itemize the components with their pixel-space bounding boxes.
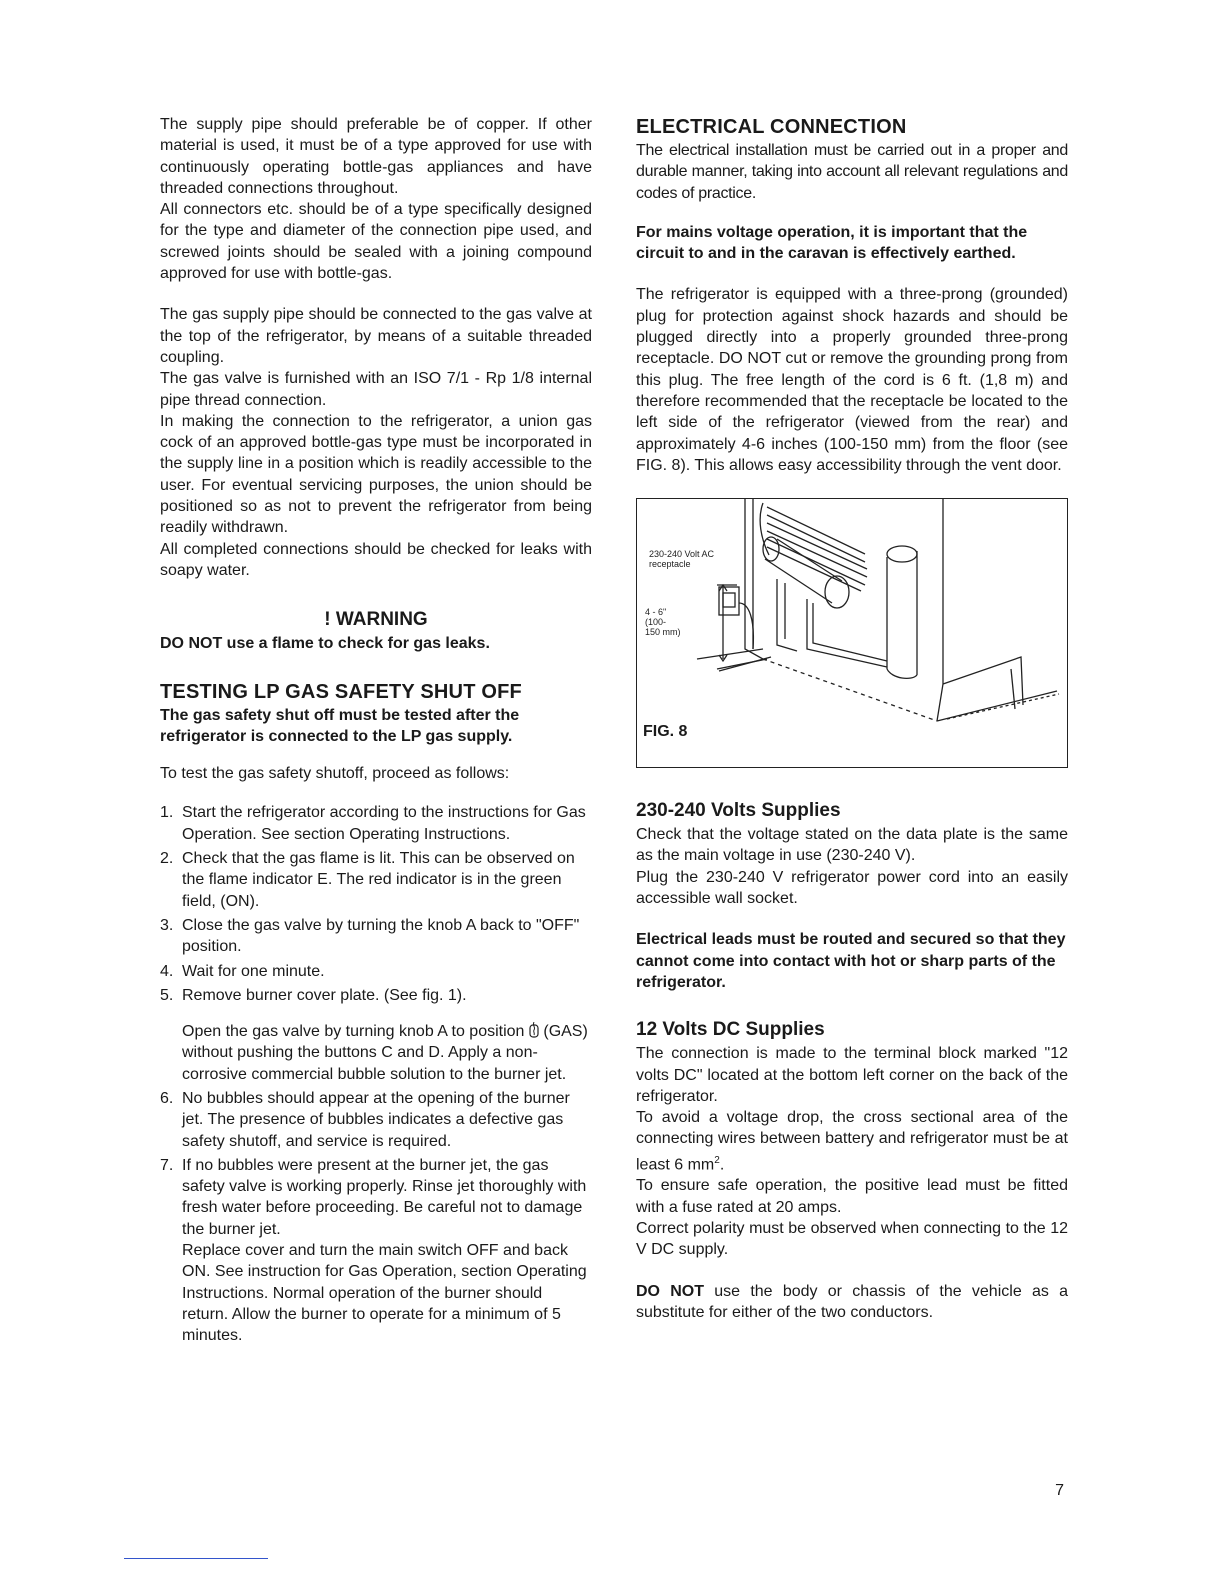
electrical-intro: The electrical installation must be carried out in a proper and durable manner, taking into account all relevant regulations and codes of practice. (636, 142, 1068, 202)
figure-caption: FIG. 8 (643, 723, 688, 741)
v12-title: 12 Volts DC Supplies (636, 1019, 825, 1041)
connection-paragraph-3: In making the connection to the refrigerator, a union gas cock of an approved bottle-gas type must be incorporated in the supply line in a position which is readily accessible to the user. For eventual servicing purposes, the union should be positioned so as not to prevent the refrigerator from being readily withdrawn. (160, 412, 592, 537)
list-item: 4. Wait for one minute. (160, 962, 325, 980)
height-label: 4 - 6" (100- 150 mm) (645, 607, 681, 638)
connection-paragraph-2: The gas valve is furnished with an ISO 7/1 - Rp 1/8 internal pipe thread connection. (160, 370, 592, 409)
v12-warning-paragraph: DO NOT use the body or chassis of the vehicle as a substitute for either of the two conductors. (636, 1282, 1069, 1321)
testing-bold-text: The gas safety shut off must be tested after the refrigerator is connected to the LP gas supply. (160, 706, 520, 745)
list-item: 5. Remove burner cover plate. (See fig. 1). (160, 986, 467, 1004)
v230-paragraph-2: Plug the 230-240 V refrigerator power cord into an easily accessible wall socket. (636, 868, 1068, 908)
receptacle-label: 230-240 Volt AC receptacle (649, 549, 715, 570)
gas-position-icon (529, 1022, 539, 1038)
warning-title: ! WARNING (324, 609, 428, 631)
step7-continuation: Replace cover and turn the main switch OFF and back ON. See instruction for Gas Operation, section Operating Instructions. Normal operation of the burner should return. Allow the burner to operate for a minimum of 5 minutes. (182, 1242, 587, 1345)
test-steps-list (160, 802, 592, 1006)
list-item: 6. No bubbles should appear at the opening of the burner jet. The presence of bubbles indicates a defective gas safety shutoff, and service is required. (160, 1089, 570, 1150)
page-number: 7 (1055, 1482, 1064, 1499)
intro-paragraph-1: The supply pipe should preferable be of copper. If other material is used, it must be of a type approved for use with continuously operating bottle-gas appliances and have threaded connections throughout. (160, 116, 592, 197)
right-column (636, 114, 1068, 1323)
list-item: 3. Close the gas valve by turning the knob A back to "OFF" position. (160, 916, 580, 956)
v12-paragraph-1: The connection is made to the terminal block marked "12 volts DC" located at the bottom left corner on the back of the refrigerator. (636, 1045, 1068, 1105)
footer-divider (124, 1558, 268, 1559)
electrical-title: ELECTRICAL CONNECTION (636, 116, 907, 138)
electrical-bold-note: For mains voltage operation, it is important that the circuit to and in the caravan is effectively earthed. (636, 223, 1028, 263)
step5-continuation: Open the gas valve by turning knob A to position (GAS) without pushing the buttons C and D. Apply a non-corrosive commercial bubble solution to the burner jet. (182, 1023, 588, 1083)
list-item: 1. Start the refrigerator according to the instructions for Gas Operation. See section Operating Instructions. (160, 804, 586, 843)
connection-paragraph-1: The gas supply pipe should be connected to the gas valve at the top of the refrigerator, by means of a suitable threaded coupling. (160, 306, 592, 366)
v230-title: 230-240 Volts Supplies (636, 800, 841, 822)
fig-8-diagram (636, 498, 1068, 768)
v12-paragraph-3: To ensure safe operation, the positive lead must be fitted with a fuse rated at 20 amps. (636, 1177, 1068, 1216)
electrical-body: The refrigerator is equipped with a three-prong (grounded) plug for protection against shock hazards and should be plugged directly into a properly grounded three-prong receptacle. DO NOT cut or remove the grounding prong from this plug. The free length of the cord is 6 ft. (1,8 m) and therefore recommended that the receptacle be located to the left side of the refrigerator (viewed from the rear) and approximately 4-6 inches (100-150 mm) from the floor (see FIG. 8). This allows easy accessibility through the vent door. (636, 286, 1068, 474)
v12-paragraph-2: To avoid a voltage drop, the cross sectional area of the connecting wires between battery and refrigerator must be at least 6 $mm^2$. (636, 1109, 1068, 1174)
test-steps-list-continued (160, 1088, 592, 1240)
list-item: 2. Check that the gas flame is lit. This can be observed on the flame indicator E. The red indicator is in the green field, (ON). (160, 850, 575, 910)
testing-intro: To test the gas safety shutoff, proceed as follows: (160, 765, 510, 783)
v12-paragraph-4: Correct polarity must be observed when connecting to the 12 V DC supply. (636, 1219, 1068, 1259)
refrigerator-rear-illustration (637, 499, 1067, 767)
testing-title: TESTING LP GAS SAFETY SHUT OFF (160, 680, 522, 703)
list-item: 7. If no bubbles were present at the burner jet, the gas safety valve is working properly. Rinse jet thoroughly with fresh water before proceeding. Be careful not to damage the burner jet. (160, 1156, 587, 1238)
connection-paragraph-4: All completed connections should be checked for leaks with soapy water. (160, 540, 592, 579)
left-column (160, 114, 592, 1350)
v230-bold-note: Electrical leads must be routed and secured so that they cannot come into contact with hot or sharp parts of the refrigerator. (636, 931, 1066, 991)
v230-paragraph-1: Check that the voltage stated on the data plate is the same as the main voltage in use (230-240 V). (636, 826, 1068, 865)
intro-paragraph-2: All connectors etc. should be of a type specifically designed for the type and diameter of the connection pipe used, and screwed joints should be sealed with a joining compound approved for use with bottle-gas. (160, 201, 592, 283)
warning-text: DO NOT use a flame to check for gas leaks. (160, 635, 490, 653)
